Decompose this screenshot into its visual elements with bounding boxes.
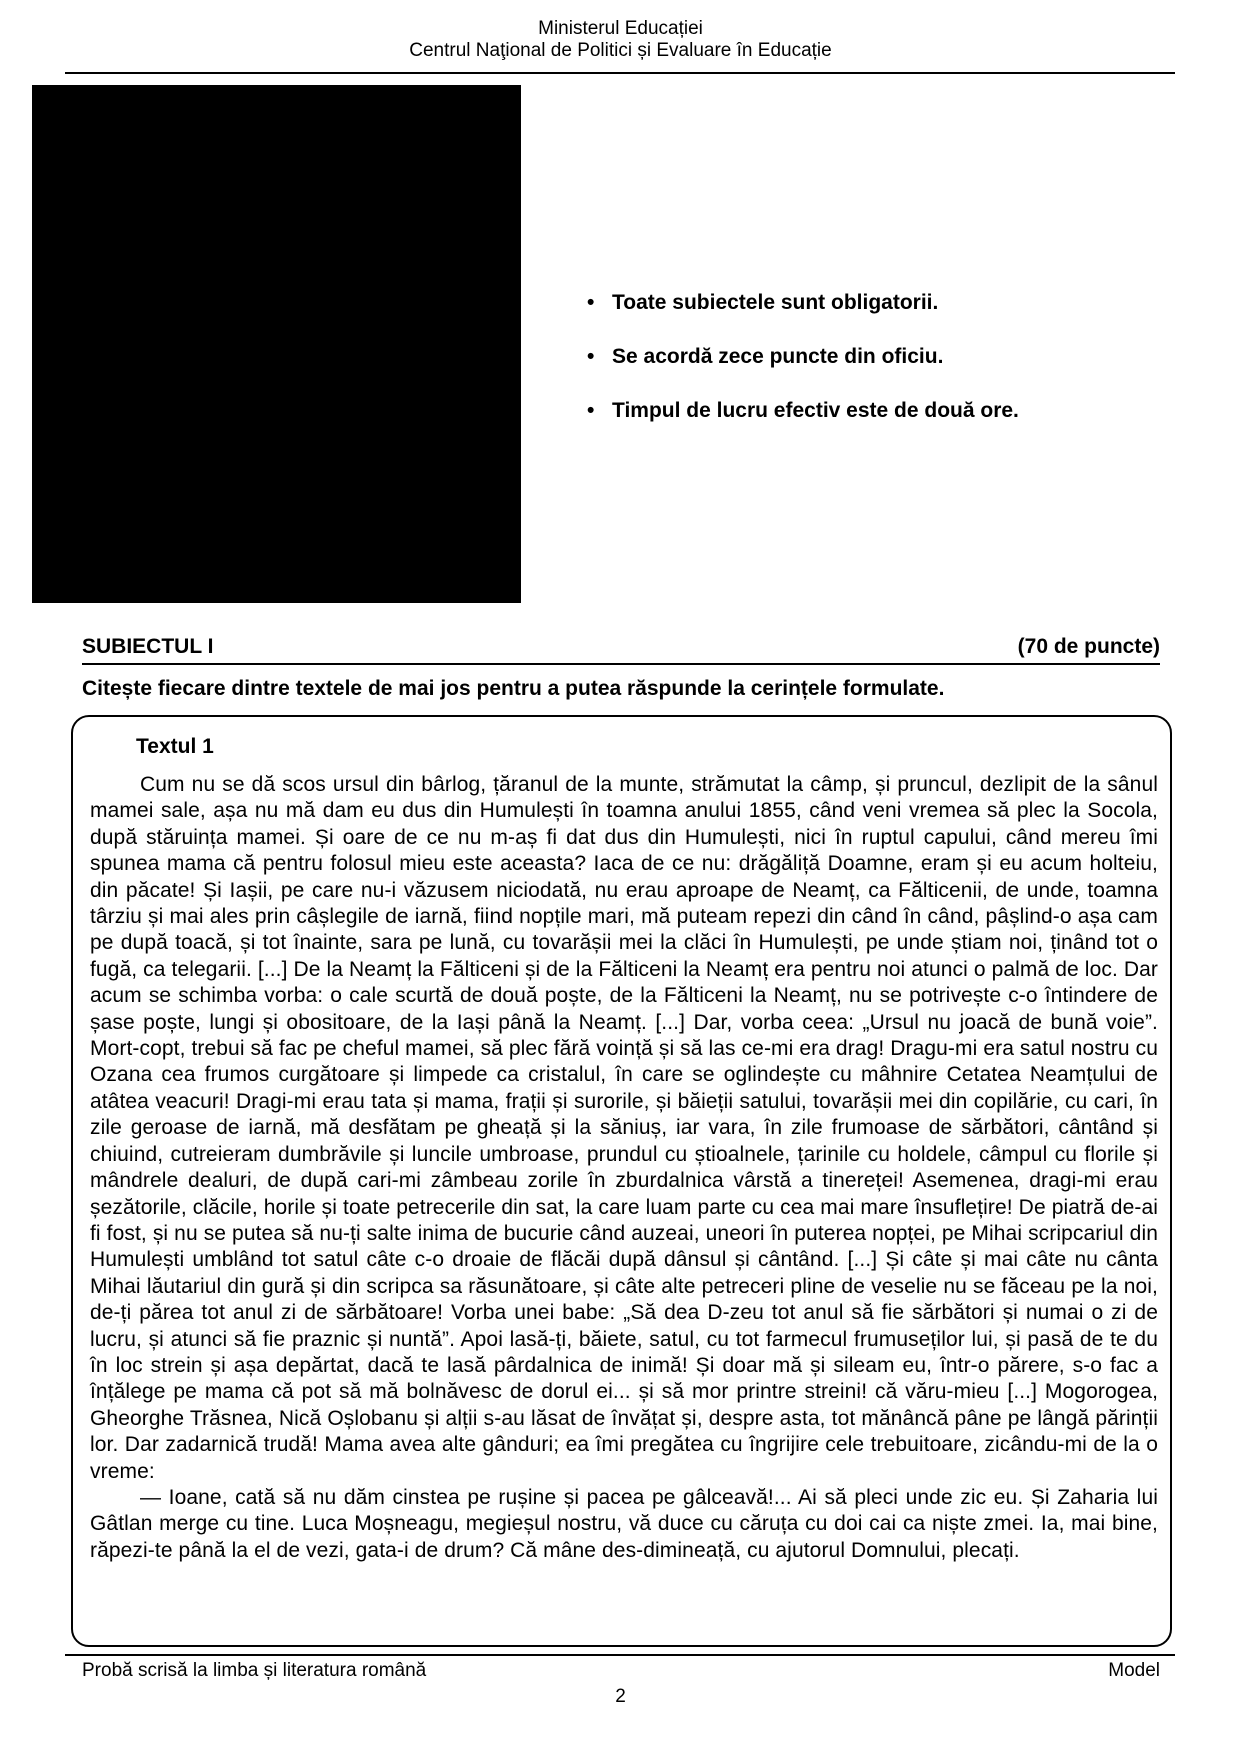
bullet-icon: • xyxy=(587,399,595,422)
subject-points: (70 de puncte) xyxy=(1017,635,1160,658)
text1-label: Textul 1 xyxy=(136,735,214,758)
notice-item xyxy=(587,344,1147,370)
header-ministry-line: Ministerul Educației xyxy=(538,18,703,39)
redacted-block xyxy=(32,85,521,603)
notice-text: Se acordă zece puncte din oficiu. xyxy=(612,345,944,368)
header-center-line: Centrul Naţional de Politici și Evaluare în Educație xyxy=(409,40,832,61)
footer-exam-type: Probă scrisă la limba și literatura română xyxy=(82,1660,427,1681)
header-divider xyxy=(65,72,1175,74)
document-header xyxy=(0,18,1241,62)
notice-item xyxy=(587,398,1147,424)
notice-item xyxy=(587,290,1147,316)
bullet-icon: • xyxy=(587,345,595,368)
text1-box xyxy=(71,715,1172,1647)
text1-paragraph-2: — Ioane, cată să nu dăm cinstea pe rușine și pacea pe gâlceavă!... Ai să pleci unde zic eu. Și Zaharia lui Gâtlan merge cu tine. Luca Moșneagu, megieșul nostru, vă duce cu căruța cu doi cai ca niște zmei. Ia, mai bine, răpezi-te până la el de vezi, gata-i de drum? Că mâne des-dimineață, cu ajutorul Domnului, plecați. xyxy=(90,1485,1158,1562)
notice-text: Timpul de lucru efectiv este de două ore. xyxy=(612,399,1019,422)
instruction-text: Citește fiecare dintre textele de mai jos pentru a putea răspunde la cerințele formulate. xyxy=(82,677,945,700)
page-number: 2 xyxy=(615,1686,626,1707)
subject-title: SUBIECTUL I xyxy=(82,635,214,658)
footer-divider xyxy=(65,1654,1175,1656)
subject-heading-row xyxy=(82,634,1160,665)
notice-text: Toate subiectele sunt obligatorii. xyxy=(612,291,939,314)
exam-notices xyxy=(587,290,1147,452)
bullet-icon: • xyxy=(587,291,595,314)
document-footer xyxy=(82,1660,1160,1682)
footer-model-label: Model xyxy=(1108,1660,1160,1681)
text1-paragraph-1: Cum nu se dă scos ursul din bârlog, țăranul de la munte, strămutat la câmp, și pruncul, dezlipit de la sânul mamei sale, așa nu mă dam eu dus din Humulești în toamna anului 1855, când veni vremea să plec la Socola, după stăruința mamei. Și oare de ce nu m-aș fi dat dus din Humulești, nici în ruptul capului, când mereu îmi spunea mama că pentru folosul mieu este aceasta? Iaca de ce nu: drăgăliță Doamne, eram și eu acum holteiu, din păcate! Și Iașii, pe care nu-i văzusem niciodată, nu erau aproape de Neamț, ca Fălticenii, de unde, toamna târziu și mai ales prin câșlegile de iarnă, fiind nopțile mari, mă puteam repezi din când în când, pâșlind-o așa cam pe după toacă, și tot înainte, sara pe lună, cu tovarășii mei la clăci în Humulești, pe unde știam noi, ținând tot o fugă, ca telegarii. [...] De la Neamț la Fălticeni și de la Fălticeni la Neamț era pentru noi atunci o palmă de loc. Dar acum se schimba vorba: o cale scurtă de două poște, de la Fălticeni la Neamț, nu se potrivește c-o întindere de șase poște, lungi și obositoare, de la Iași până la Neamț. [...] Dar, vorba ceea: „Ursul nu joacă de bună voie”. Mort-copt, trebui să fac pe cheful mamei, să plec fără voință și să las ce-mi era drag! Dragu-mi era satul nostru cu Ozana cea frumos curgătoare și limpede ca cristalul, în care se oglindește cu mâhnire Cetatea Neamțului de atâtea veacuri! Dragi-mi erau tata și mama, frații și surorile, și băieții satului, tovarășii mei din copilărie, cu cari, în zile geroase de iarnă, mă desfătam pe gheață și la săniuș, iar vara, în zile frumoase de sărbători, cântând și chiuind, cutreieram dumbrăvile și luncile umbroase, prundul cu știoalnele, țarinile cu holdele, câmpul cu florile și mândrele dealuri, de după cari-mi zâmbeau zorile în zburdalnica vârstă a tinereței! Asemenea, dragi-mi erau șezătorile, clăcile, horile și toate petrecerile din sat, la care luam parte cu cea mai mare însuflețire! De piatră de-ai fi fost, și nu se putea să nu-ți salte inima de bucurie când auzeai, uneori în puterea nopței, pe Mihai scripcariul din Humulești umblând tot satul câte c-o droaie de flăcăi după dânsul și cântând. [...] Și câte și mai câte nu cânta Mihai lăutariul din gură și din scripca sa răsunătoare, și câte alte petreceri pline de veselie nu se făceau pe la noi, de-ți părea tot anul zi de sărbătoare! Vorba unei babe: „Să dea D-zeu tot anul să fie sărbători și numai o zi de lucru, și atunci să fie praznic și nuntă”. Apoi lasă-ți, băiete, satul, cu tot farmecul frumuseților lui, și pasă de te du în loc strein și așa depărtat, dacă te lasă pârdalnica de inimă! Și doar mă și sileam eu, într-o părere, s-o fac a înțălege pe mama că pot să mă bolnăvesc de dorul ei... și să mor printre streini! că văru-mieu [...] Mogorogea, Gheorghe Trăsnea, Nică Oșlobanu și alții s-au lăsat de învățat și, despre asta, tot mănâncă pâne pe lângă părinții lor. Dar zadarnică trudă! Mama avea alte gânduri; ea îmi pregătea cu îngrijire cele trebuitoare, zicându-mi de la o vreme: xyxy=(90,773,1158,1483)
